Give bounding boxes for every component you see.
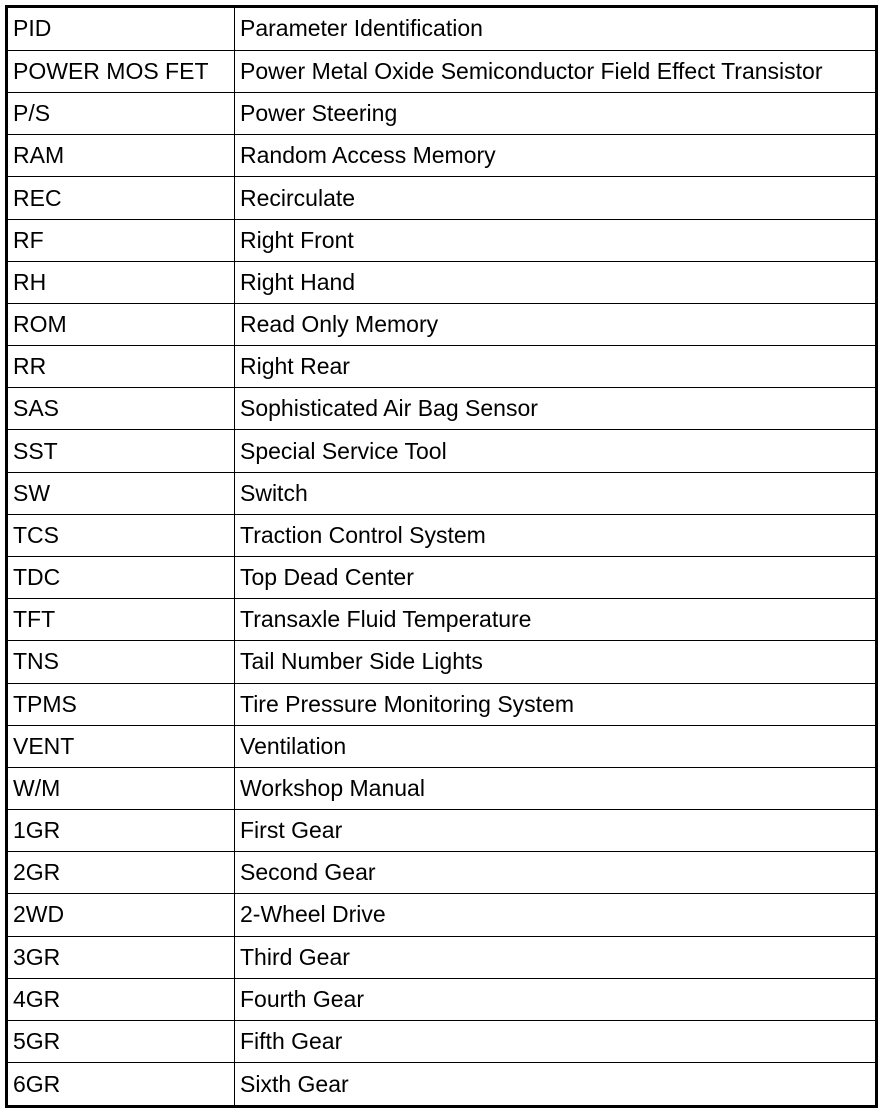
abbreviation-cell: ROM [7, 303, 235, 345]
meaning-cell: Second Gear [235, 852, 877, 894]
abbreviation-cell: VENT [7, 725, 235, 767]
table-row [7, 1063, 877, 1107]
meaning-cell: Third Gear [235, 936, 877, 978]
abbreviation-cell: 4GR [7, 978, 235, 1020]
table-row [7, 7, 877, 51]
table-row [7, 978, 877, 1020]
meaning-cell: Top Dead Center [235, 556, 877, 598]
table-row [7, 261, 877, 303]
table-row [7, 177, 877, 219]
meaning-cell: Right Front [235, 219, 877, 261]
table-row [7, 514, 877, 556]
meaning-cell: Switch [235, 472, 877, 514]
meaning-cell: Ventilation [235, 725, 877, 767]
abbreviation-cell: TNS [7, 641, 235, 683]
meaning-cell: Transaxle Fluid Temperature [235, 599, 877, 641]
table-row [7, 346, 877, 388]
abbreviation-cell: TCS [7, 514, 235, 556]
table-row [7, 936, 877, 978]
abbreviation-cell: 5GR [7, 1020, 235, 1062]
meaning-cell: Power Steering [235, 93, 877, 135]
meaning-cell: First Gear [235, 810, 877, 852]
abbreviation-cell: SW [7, 472, 235, 514]
abbreviations-table [5, 5, 878, 1108]
table-row [7, 641, 877, 683]
abbreviation-cell: SAS [7, 388, 235, 430]
meaning-cell: Fourth Gear [235, 978, 877, 1020]
table-row [7, 894, 877, 936]
abbreviation-cell: 2WD [7, 894, 235, 936]
table-row [7, 556, 877, 598]
meaning-cell: Power Metal Oxide Semiconductor Field Effect Transistor [235, 50, 877, 92]
abbreviation-cell: W/M [7, 767, 235, 809]
table-row [7, 50, 877, 92]
abbreviation-cell: REC [7, 177, 235, 219]
meaning-cell: Tail Number Side Lights [235, 641, 877, 683]
abbreviation-cell: PID [7, 7, 235, 51]
table-row [7, 219, 877, 261]
meaning-cell: Fifth Gear [235, 1020, 877, 1062]
abbreviation-cell: RR [7, 346, 235, 388]
abbreviation-cell: SST [7, 430, 235, 472]
meaning-cell: Right Hand [235, 261, 877, 303]
abbreviation-cell: POWER MOS FET [7, 50, 235, 92]
meaning-cell: Workshop Manual [235, 767, 877, 809]
meaning-cell: Read Only Memory [235, 303, 877, 345]
abbreviation-cell: 6GR [7, 1063, 235, 1107]
table-row [7, 135, 877, 177]
table-row [7, 472, 877, 514]
abbreviation-cell: RF [7, 219, 235, 261]
table-row [7, 1020, 877, 1062]
abbreviation-cell: TDC [7, 556, 235, 598]
meaning-cell: Sixth Gear [235, 1063, 877, 1107]
meaning-cell: Tire Pressure Monitoring System [235, 683, 877, 725]
table-row [7, 303, 877, 345]
meaning-cell: Right Rear [235, 346, 877, 388]
table-row [7, 388, 877, 430]
abbreviation-cell: 1GR [7, 810, 235, 852]
table-row [7, 599, 877, 641]
abbreviation-cell: TFT [7, 599, 235, 641]
abbreviation-cell: RAM [7, 135, 235, 177]
abbreviation-cell: 3GR [7, 936, 235, 978]
table-row [7, 725, 877, 767]
meaning-cell: Sophisticated Air Bag Sensor [235, 388, 877, 430]
meaning-cell: Recirculate [235, 177, 877, 219]
abbreviation-cell: TPMS [7, 683, 235, 725]
abbreviation-cell: P/S [7, 93, 235, 135]
abbreviation-cell: RH [7, 261, 235, 303]
table-row [7, 93, 877, 135]
abbreviation-cell: 2GR [7, 852, 235, 894]
meaning-cell: 2-Wheel Drive [235, 894, 877, 936]
meaning-cell: Parameter Identification [235, 7, 877, 51]
table-row [7, 810, 877, 852]
table-row [7, 430, 877, 472]
meaning-cell: Special Service Tool [235, 430, 877, 472]
meaning-cell: Traction Control System [235, 514, 877, 556]
table-row [7, 683, 877, 725]
table-row [7, 767, 877, 809]
meaning-cell: Random Access Memory [235, 135, 877, 177]
table-row [7, 852, 877, 894]
